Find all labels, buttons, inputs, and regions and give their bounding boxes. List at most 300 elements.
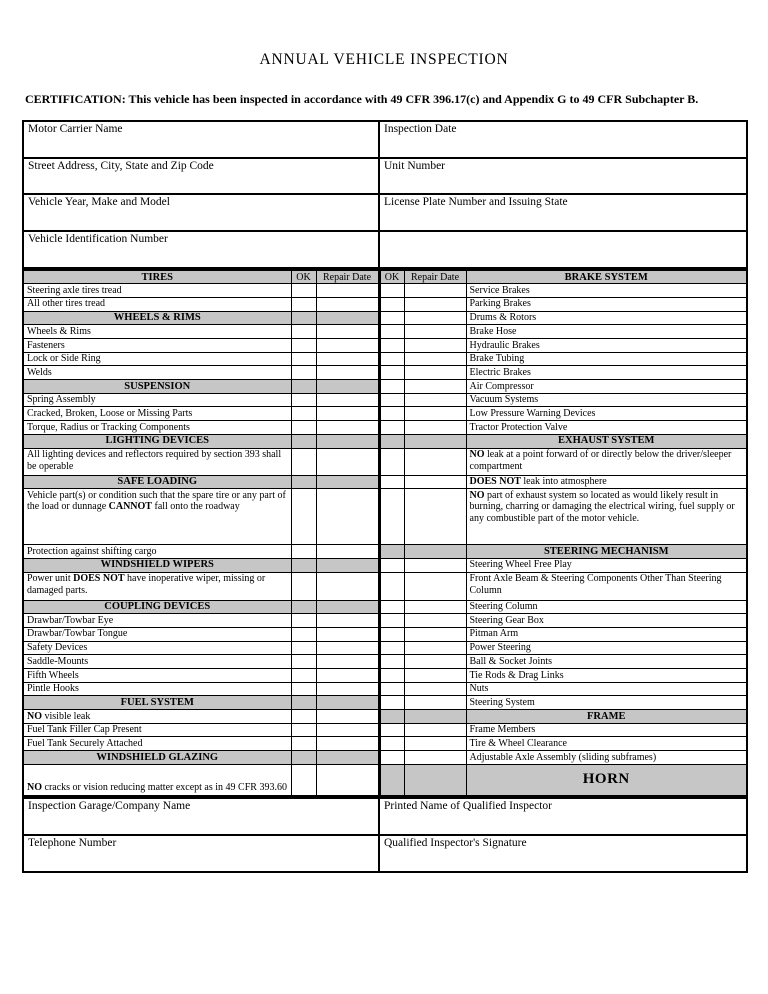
ok-cell[interactable] [291,448,316,475]
text-segment: SAFE LOADING [117,476,198,488]
checklist-row [23,434,747,448]
checklist-item [466,614,747,628]
repair-date-cell[interactable] [316,339,379,353]
ok-cell[interactable] [379,600,404,614]
text-segment: Spring Assembly [27,394,96,406]
text-segment: Fuel Tank Securely Attached [27,737,143,749]
text-segment: Protection against shifting cargo [27,545,157,557]
ok-cell[interactable] [291,764,316,796]
text-segment: All other tires tread [27,298,106,310]
ok-cell[interactable] [379,751,404,765]
checklist-item [466,366,747,380]
text-segment: Pintle Hooks [27,683,79,695]
checklist-row [23,545,747,559]
checklist-row [23,558,747,572]
checklist-row [23,655,747,669]
repair-date-cell [316,558,379,572]
field-motor-carrier-name[interactable] [23,121,379,158]
ok-cell[interactable] [379,696,404,710]
repair-date-cell[interactable] [316,669,379,683]
checklist-item [466,489,747,545]
field-unit-number[interactable] [379,158,747,195]
repair-date-cell[interactable] [404,669,466,683]
checklist-row [23,682,747,696]
repair-date-cell[interactable] [404,723,466,737]
section-header-windshield-wipers [23,558,291,572]
text-segment: NO [27,781,42,793]
text-segment: Adjustable Axle Assembly (sliding subframes) [469,751,657,763]
text-segment: WINDSHIELD GLAZING [96,751,219,763]
checklist-item [466,641,747,655]
text-segment: Ball & Socket Joints [469,655,552,667]
text-segment: STEERING MECHANISM [543,545,669,557]
checklist-row [23,393,747,407]
ok-cell[interactable] [291,297,316,311]
field-vehicle-identification-number[interactable] [23,231,379,268]
repair-date-cell[interactable] [316,737,379,751]
ok-cell[interactable] [379,627,404,641]
text-segment: Brake Hose [469,325,517,337]
checklist-row [23,614,747,628]
ok-cell [291,311,316,325]
checklist-item [23,489,291,545]
checklist-item [23,284,291,298]
checklist-item [466,297,747,311]
checklist-item [23,764,291,796]
checklist-header-row [23,270,747,284]
ok-cell[interactable] [379,325,404,339]
field-label: Printed Name of Qualified Inspector [384,800,552,813]
ok-cell[interactable] [379,558,404,572]
field-street-address[interactable] [23,158,379,195]
text-segment: leak at a point forward of or directly below the driver/sleeper compartment [469,449,732,472]
footer-row [23,835,747,872]
ok-cell [379,764,404,796]
text-segment: fall onto the roadway [151,501,240,513]
repair-date-cell[interactable] [316,448,379,475]
text-segment: visible leak [42,710,91,722]
ok-cell[interactable] [379,339,404,353]
repair-date-column-header-right: Repair Date [404,270,466,284]
repair-date-cell [404,710,466,724]
ok-cell[interactable] [291,614,316,628]
repair-date-cell[interactable] [404,380,466,394]
checklist-item [466,448,747,475]
checklist-row [23,641,747,655]
text-segment: Tie Rods & Drag Links [469,669,564,681]
text-segment: DOES NOT [73,573,125,585]
checklist-item [23,737,291,751]
text-segment: LIGHTING DEVICES [105,435,210,447]
ok-cell[interactable] [291,489,316,545]
text-segment: Front Axle Beam & Steering Components Other Than Steering Column [469,573,722,596]
repair-date-cell[interactable] [404,572,466,600]
inspector-info-table [22,797,748,872]
field-vehicle-year-make-model[interactable] [23,194,379,231]
text-segment: EXHAUST SYSTEM [558,435,655,447]
field-label: Qualified Inspector's Signature [384,837,527,849]
repair-date-cell[interactable] [404,448,466,475]
ok-cell [379,710,404,724]
checklist-item [23,682,291,696]
section-header-suspension [23,380,291,394]
section-header-lighting-devices [23,434,291,448]
ok-cell [291,380,316,394]
checklist-item [23,325,291,339]
checklist-row [23,723,747,737]
checklist-item [466,339,747,353]
text-segment: Nuts [469,683,489,695]
ok-cell[interactable] [379,297,404,311]
repair-date-cell[interactable] [316,764,379,796]
section-header-windshield-glazing [23,751,291,765]
ok-cell[interactable] [379,737,404,751]
repair-date-cell[interactable] [316,545,379,559]
text-segment: Saddle-Mounts [27,655,89,667]
checklist-row [23,600,747,614]
repair-date-cell[interactable] [316,407,379,421]
checklist-row [23,421,747,435]
repair-date-cell[interactable] [404,600,466,614]
text-segment: Steering Wheel Free Play [469,559,572,571]
page-title: ANNUAL VEHICLE INSPECTION [259,51,509,68]
repair-date-cell[interactable] [316,325,379,339]
text-segment: WHEELS & RIMS [113,312,201,324]
checklist-row [23,297,747,311]
repair-date-cell [316,696,379,710]
section-header-horn [466,764,747,796]
repair-date-cell[interactable] [404,407,466,421]
ok-cell [291,558,316,572]
ok-cell[interactable] [291,627,316,641]
repair-date-cell[interactable] [404,421,466,435]
field-label: Vehicle Identification Number [28,233,168,246]
ok-cell[interactable] [379,421,404,435]
checklist-item [23,669,291,683]
ok-cell[interactable] [291,682,316,696]
ok-cell[interactable] [291,407,316,421]
ok-cell[interactable] [291,421,316,435]
field-label: Vehicle Year, Make and Model [28,196,170,209]
repair-date-cell[interactable] [404,641,466,655]
checklist-row [23,380,747,394]
ok-cell [291,696,316,710]
text-segment: Air Compressor [469,380,534,392]
repair-date-cell[interactable] [404,366,466,380]
checklist-row [23,352,747,366]
repair-date-cell [316,380,379,394]
field-license-plate-issuing-state[interactable] [379,194,747,231]
checklist-item [466,655,747,669]
repair-date-column-header-left: Repair Date [316,270,379,284]
field-label: License Plate Number and Issuing State [384,196,568,209]
text-segment: SUSPENSION [124,380,191,392]
text-segment: leak into atmosphere [520,476,607,487]
ok-cell[interactable] [379,641,404,655]
repair-date-cell[interactable] [404,475,466,489]
ok-cell[interactable] [379,614,404,628]
ok-cell[interactable] [379,311,404,325]
repair-date-cell[interactable] [316,710,379,724]
ok-column-header-right: OK [379,270,404,284]
repair-date-cell[interactable] [404,284,466,298]
text-segment: Low Pressure Warning Devices [469,407,596,419]
text-segment: Fasteners [27,339,65,351]
checklist-row [23,764,747,796]
checklist-item [466,723,747,737]
repair-date-cell[interactable] [316,366,379,380]
section-header-coupling-devices [23,600,291,614]
repair-date-cell[interactable] [316,723,379,737]
ok-cell[interactable] [379,489,404,545]
checklist-item [466,627,747,641]
checklist-item [466,393,747,407]
ok-cell[interactable] [291,669,316,683]
text-segment: FUEL SYSTEM [120,696,194,708]
info-row [23,194,747,231]
repair-date-cell[interactable] [404,311,466,325]
field-inspection-garage-company-name[interactable] [23,798,379,835]
text-segment: Pitman Arm [469,628,519,640]
ok-cell[interactable] [379,475,404,489]
ok-cell[interactable] [291,737,316,751]
repair-date-cell[interactable] [316,284,379,298]
text-segment: COUPLING DEVICES [104,601,211,613]
repair-date-cell[interactable] [404,614,466,628]
ok-cell[interactable] [291,352,316,366]
ok-cell[interactable] [379,572,404,600]
ok-cell [291,751,316,765]
text-segment: Safety Devices [27,642,88,654]
repair-date-cell[interactable] [316,641,379,655]
info-row [23,231,747,268]
text-segment: Service Brakes [469,284,530,296]
repair-date-cell[interactable] [316,572,379,600]
ok-cell[interactable] [291,572,316,600]
text-segment: have inoperative wiper, missing or damaged parts. [27,573,266,596]
repair-date-cell[interactable] [316,489,379,545]
repair-date-cell [316,475,379,489]
field-label: Motor Carrier Name [28,123,123,135]
text-segment: Torque, Radius or Tracking Components [27,421,190,433]
field-label: Inspection Date [384,123,457,135]
ok-cell[interactable] [291,723,316,737]
text-segment: Steering axle tires tread [27,284,122,296]
checklist-item [466,737,747,751]
ok-cell[interactable] [379,352,404,366]
text-segment: Drums & Rotors [469,312,537,324]
vehicle-info-table [22,120,748,269]
ok-cell[interactable] [291,366,316,380]
section-header-brake-system: BRAKE SYSTEM [466,270,747,284]
checklist-item [23,366,291,380]
checklist-item [466,325,747,339]
checklist-row [23,339,747,353]
text-segment: Steering Column [469,601,538,613]
field-label: Inspection Garage/Company Name [28,800,191,813]
checklist-row [23,407,747,421]
repair-date-cell[interactable] [404,489,466,545]
repair-date-cell [316,434,379,448]
repair-date-cell[interactable] [404,655,466,669]
ok-cell[interactable] [379,669,404,683]
checklist-item [23,448,291,475]
text-segment: Steering System [469,696,535,708]
repair-date-cell [316,311,379,325]
ok-cell [291,475,316,489]
repair-date-cell [404,764,466,796]
text-segment: NO [469,449,485,460]
ok-cell[interactable] [291,710,316,724]
ok-cell[interactable] [291,339,316,353]
checklist-row [23,627,747,641]
ok-cell[interactable] [291,393,316,407]
ok-cell[interactable] [291,325,316,339]
repair-date-cell [404,545,466,559]
ok-cell[interactable] [291,655,316,669]
field-label: Unit Number [384,159,446,172]
ok-cell [291,434,316,448]
text-segment: Tractor Protection Valve [469,421,568,433]
section-header-frame [466,710,747,724]
repair-date-cell[interactable] [404,339,466,353]
repair-date-cell[interactable] [404,682,466,696]
ok-cell[interactable] [379,448,404,475]
checklist-row [23,669,747,683]
text-segment: Brake Tubing [469,353,525,365]
repair-date-cell[interactable] [404,393,466,407]
field-label: Telephone Number [28,837,117,849]
repair-date-cell[interactable] [404,325,466,339]
checklist-row [23,696,747,710]
checklist-item [466,751,747,765]
checklist-item [23,545,291,559]
ok-cell[interactable] [379,284,404,298]
checklist-row [23,751,747,765]
repair-date-cell [404,434,466,448]
checklist-row [23,710,747,724]
ok-cell[interactable] [379,380,404,394]
ok-cell[interactable] [291,641,316,655]
repair-date-cell[interactable] [316,682,379,696]
repair-date-cell[interactable] [316,627,379,641]
text-segment: Frame Members [469,724,536,736]
repair-date-cell[interactable] [404,737,466,751]
checklist-row [23,366,747,380]
repair-date-cell[interactable] [316,393,379,407]
checklist-item [23,627,291,641]
repair-date-cell[interactable] [316,352,379,366]
repair-date-cell [316,751,379,765]
text-segment: Hydraulic Brakes [469,339,540,351]
repair-date-cell[interactable] [404,627,466,641]
repair-date-cell[interactable] [316,421,379,435]
checklist-item [466,380,747,394]
repair-date-cell [316,600,379,614]
checklist-item [466,600,747,614]
checklist-item [23,339,291,353]
repair-date-cell[interactable] [316,614,379,628]
section-header-tires: TIRES [23,270,291,284]
text-segment: Welds [27,366,52,378]
ok-cell [379,434,404,448]
ok-cell[interactable] [379,655,404,669]
text-segment: HORN [582,771,630,788]
text-segment: Lock or Side Ring [27,353,101,365]
ok-cell [379,545,404,559]
checklist-item [466,352,747,366]
checklist-item [466,682,747,696]
text-segment: Power Steering [469,642,531,654]
ok-cell[interactable] [379,723,404,737]
ok-cell[interactable] [379,682,404,696]
checklist-row [23,448,747,475]
field-qualified-inspectors-signature[interactable] [379,835,747,872]
text-segment: Drawbar/Towbar Eye [27,614,114,626]
repair-date-cell[interactable] [404,696,466,710]
checklist-item [23,393,291,407]
field-printed-name-of-qualified-inspector[interactable] [379,798,747,835]
text-segment: DOES NOT [469,476,521,487]
text-segment: cracks or vision reducing matter except as in 49 CFR 393.60 [42,781,287,793]
repair-date-cell[interactable] [404,558,466,572]
text-segment: CANNOT [108,501,152,513]
field-blank-cell[interactable] [379,231,747,268]
checklist-item [23,421,291,435]
checklist-item [23,407,291,421]
checklist-item [23,352,291,366]
text-segment: Power unit [27,573,74,585]
text-segment: part of exhaust system so located as would likely result in burning, charring or damaging the electrical wiring, fuel supply or any combustible part of the motor vehicle. [469,489,735,524]
repair-date-cell[interactable] [316,655,379,669]
section-header-steering-mechanism [466,545,747,559]
checklist-row [23,311,747,325]
checklist-item [466,669,747,683]
field-telephone-number[interactable] [23,835,379,872]
text-segment: WINDSHIELD WIPERS [100,559,214,571]
ok-cell[interactable] [379,366,404,380]
text-segment: Electric Brakes [469,366,531,378]
repair-date-cell[interactable] [404,297,466,311]
ok-cell[interactable] [379,393,404,407]
checklist-item [23,655,291,669]
checklist-item [466,558,747,572]
section-header-fuel-system [23,696,291,710]
checklist-item [23,723,291,737]
info-row [23,121,747,158]
field-inspection-date[interactable] [379,121,747,158]
ok-cell[interactable] [291,545,316,559]
checklist-item [466,284,747,298]
section-header-wheels-rims [23,311,291,325]
text-segment: All lighting devices and reflectors required by section 393 shall be operable [27,449,282,472]
text-segment: NO [27,710,42,722]
checklist-row [23,572,747,600]
checklist-item [466,696,747,710]
checklist-item [466,407,747,421]
text-segment: Drawbar/Towbar Tongue [27,628,128,640]
checklist-item [466,475,747,489]
text-segment: NO [469,489,485,501]
inspection-checklist-table [22,269,748,798]
text-segment: Vacuum Systems [469,394,539,406]
ok-cell[interactable] [291,284,316,298]
text-segment: Vehicle part(s) or condition such that the spare tire or any part of the load or dunnage [27,489,286,513]
repair-date-cell[interactable] [404,751,466,765]
repair-date-cell[interactable] [316,297,379,311]
repair-date-cell[interactable] [404,352,466,366]
ok-cell[interactable] [379,407,404,421]
